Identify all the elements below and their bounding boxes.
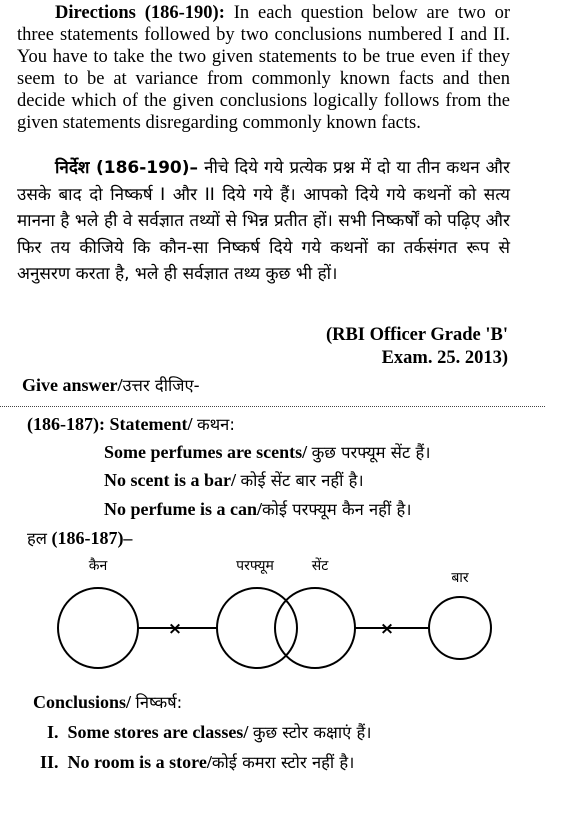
conclusion-2	[40, 750, 354, 773]
conclusion-2-hi: कोई कमरा स्टोर नहीं है।	[211, 753, 355, 772]
label-bar: बार	[451, 570, 469, 586]
dotted-divider	[0, 406, 545, 407]
label-perfume: परफ्यूम	[236, 558, 274, 574]
conclusions-heading-en: Conclusions/	[33, 692, 136, 712]
conclusion-1-en: Some stores are classes/	[67, 722, 253, 742]
give-answer-hi: उत्तर दीजिए-	[122, 376, 200, 395]
circle-scent	[275, 588, 355, 668]
statement-heading	[27, 412, 235, 435]
source-line-2: Exam. 25. 2013)	[381, 348, 508, 368]
statement-heading-en: (186-187): Statement/	[27, 414, 197, 434]
statement-3-hi: कोई परफ्यूम कैन नहीं है।	[261, 500, 412, 519]
venn-diagram	[0, 552, 570, 687]
statement-3-en: No perfume is a can/	[104, 499, 262, 519]
conclusions-heading-hi: निष्कर्ष:	[135, 693, 183, 712]
circle-perfume	[217, 588, 297, 668]
directions-english	[17, 2, 510, 134]
directions-hindi-text: नीचे दिये गये प्रत्येक प्रश्न में दो या तीन कथन और उसके बाद दो निष्कर्ष I और II दिये गये हैं। आपको दिये गये कथनों को सत्य मानना है भले ही वे सर्वज्ञात तथ्यों से भिन्न प्रतीत हों। सभी निष्कर्षों को पढ़िए और फिर तय कीजिये कि कौन-सा निष्कर्ष दिये गये कथनों का तर्कसंगत रूप से अनुसरण करता है, भले ही सर्वज्ञात तथ्य कुछ भी हों।	[17, 158, 510, 284]
statement-2	[104, 468, 364, 491]
directions-text: In each question below are two or three statements followed by two conclusions numbered I and II. You have to take the two given statements to be true even if they seem to be at variance from commonly known facts and then decide which of the given conclusions logically follows from the given statements disregarding commonly known facts.	[17, 3, 510, 133]
solution-heading-num: (186-187)–	[46, 528, 133, 548]
directions-hindi	[17, 155, 510, 288]
conclusion-2-num: II.	[40, 752, 59, 772]
statement-1-en: Some perfumes are scents/	[104, 442, 312, 462]
directions-hindi-label: निर्देश (186-190)–	[55, 158, 199, 178]
conclusion-1-num: I.	[47, 722, 59, 742]
cross-mark-left: ×	[167, 619, 183, 639]
conclusion-1	[47, 720, 371, 743]
circle-can	[58, 588, 138, 668]
solution-heading	[27, 526, 132, 549]
directions-label: Directions (186-190):	[55, 3, 225, 23]
conclusions-heading	[33, 690, 182, 713]
conclusion-1-hi: कुछ स्टोर कक्षाएं हैं।	[252, 723, 372, 742]
label-scent: सेंट	[311, 558, 329, 574]
statement-3	[104, 497, 411, 520]
conclusion-2-en: No room is a store/	[67, 752, 212, 772]
statement-heading-hi: कथन:	[196, 415, 235, 434]
label-can: कैन	[88, 558, 108, 574]
statement-1-hi: कुछ परफ्यूम सेंट हैं।	[311, 443, 431, 462]
give-answer-en: Give answer/	[22, 375, 123, 395]
statement-1	[104, 440, 431, 463]
give-answer	[22, 373, 200, 396]
circle-bar	[429, 597, 491, 659]
statement-2-en: No scent is a bar/	[104, 470, 241, 490]
source-line-1: (RBI Officer Grade 'B'	[325, 325, 508, 345]
statement-2-hi: कोई सेंट बार नहीं है।	[240, 471, 364, 490]
cross-mark-right: ×	[379, 619, 395, 639]
solution-heading-hi: हल	[27, 529, 47, 548]
